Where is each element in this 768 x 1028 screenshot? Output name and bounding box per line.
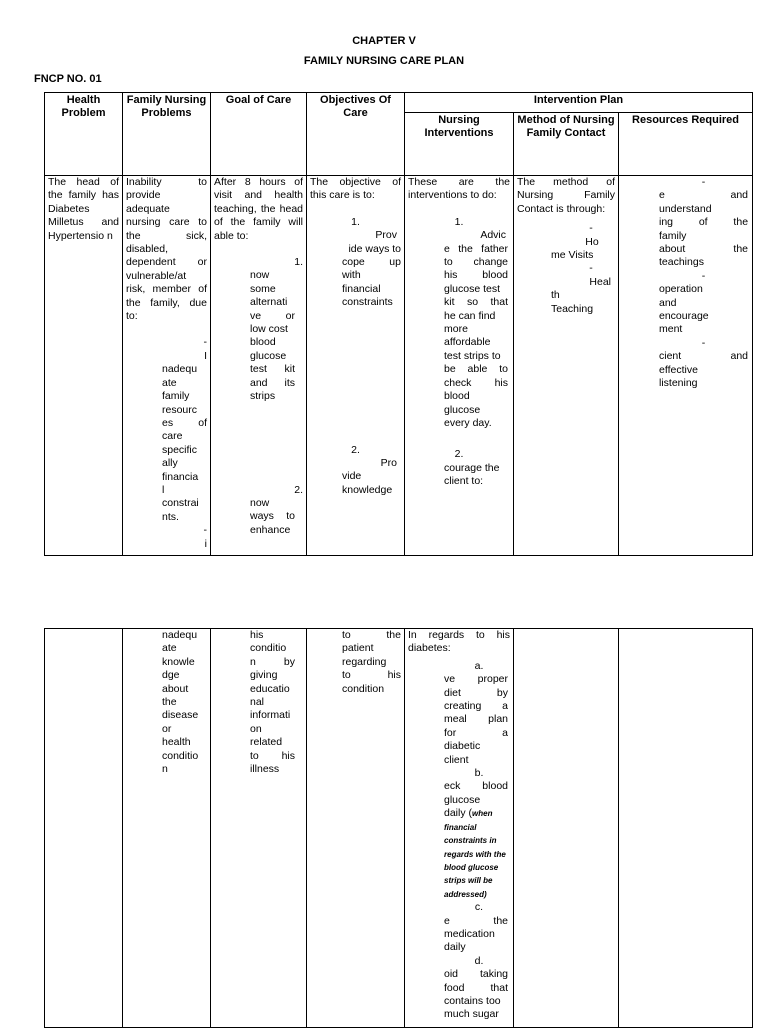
cell-goal-of-care: After 8 hours of visit and health teaching, the head of the family will able to: 1. now some alternati ve or low cost blood glucose test kit and its strips 2. now ways to enhance [211, 176, 307, 556]
chapter-heading: CHAPTER V [352, 35, 416, 47]
col-intervention-plan: Intervention Plan [405, 93, 753, 113]
col-nursing-interventions: Nursing Interventions [405, 113, 514, 176]
care-plan-table-page2 [44, 628, 753, 1028]
care-plan-table-page1 [44, 92, 753, 556]
cell-goal-of-care: his conditio n by giving educatio nal informati on related to his illness [211, 629, 307, 1028]
col-health-problem: Health Problem [45, 93, 123, 176]
cell-method-of-contact [514, 629, 619, 1028]
cell-resources-required [619, 629, 753, 1028]
cell-nursing-interventions: In regards to his diabetes: a. ve proper diet by creating a meal plan for a diabetic client b. eck blood glucose daily (when financial constraints in regards with the blood glucose strips will be addressed) c. e the medication daily d. oid taking food that contains too much sugar [405, 629, 514, 1028]
cell-method-of-contact: The method of Nursing Family Contact is through: - Ho me Visits - Heal th Teaching [514, 176, 619, 556]
cell-nursing-interventions: These are the interventions to do: 1. Advic e the father to change his blood glucose test kit so that he can find more affordable test strips to be able to check his blood glucose every day. 2. courage the client to: [405, 176, 514, 556]
col-resources-required: Resources Required [619, 113, 753, 176]
col-method-of-contact: Method of Nursing Family Contact [514, 113, 619, 176]
fncp-number: FNCP NO. 01 [34, 73, 102, 85]
col-objectives-of-care: Objectives Of Care [307, 93, 405, 176]
col-goal-of-care: Goal of Care [211, 93, 307, 176]
cell-objectives: The objective of this care is to: 1. Prov ide ways to cope up with financial constraints 2. Pro vide knowledge [307, 176, 405, 556]
cell-objectives: to the patient regarding to his condition [307, 629, 405, 1028]
table-row [45, 176, 753, 556]
cell-health-problem: The head of the family has Diabetes Milletus and Hypertensio n [45, 176, 123, 556]
cell-health-problem [45, 629, 123, 1028]
col-family-nursing-problems: Family Nursing Problems [123, 93, 211, 176]
cell-family-problems: nadequ ate knowle dge about the disease or health conditio n [123, 629, 211, 1028]
cell-family-problems: Inability to provide adequate nursing care to the sick, disabled, dependent or vulnerable/at risk, member of the family, due to: - I nadequ ate family resourc es of care specific ally financia l constrai nts. - i [123, 176, 211, 556]
table-row [45, 629, 753, 1028]
document-title: FAMILY NURSING CARE PLAN [303, 55, 465, 67]
cell-resources-required: - e and understand ing of the family about the teachings - operation and encourage ment - cient and effective listening [619, 176, 753, 556]
